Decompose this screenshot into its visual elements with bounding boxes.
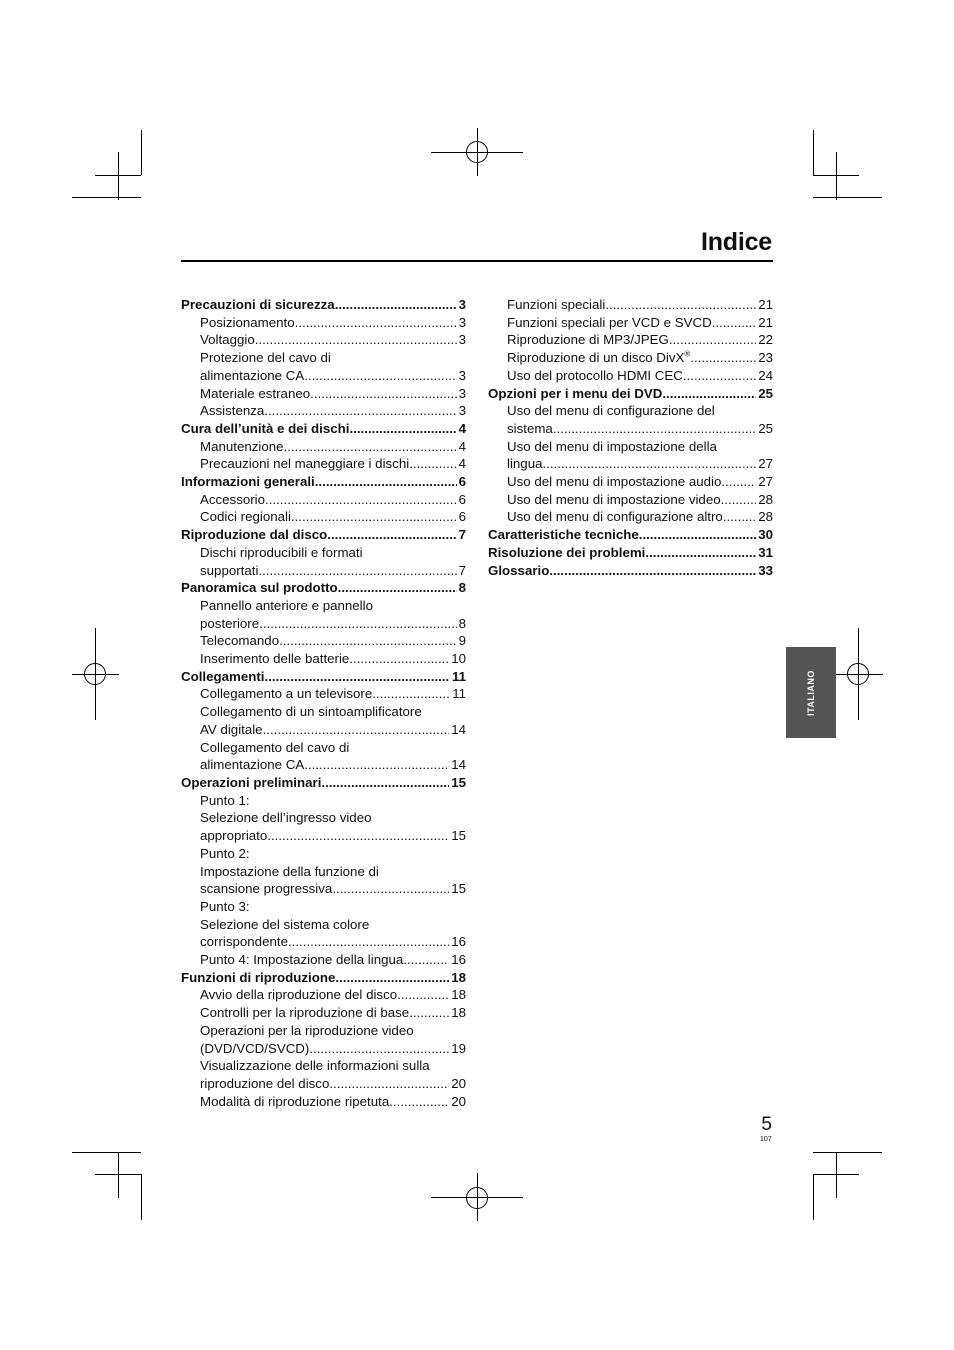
toc-entry-title-text: Uso del protocollo HDMI CEC — [507, 367, 683, 383]
toc-entry-title — [507, 314, 712, 332]
toc-entry-text-line: Visualizzazione delle informazioni sulla — [200, 1058, 430, 1074]
toc-dot-leader — [372, 685, 450, 703]
toc-entry-title-text: supportati — [200, 562, 259, 578]
toc-entry-title-text: Codici regionali — [200, 509, 291, 525]
toc-subsection — [181, 792, 466, 845]
toc-dot-leader — [304, 367, 456, 385]
toc-page-number: 10 — [451, 651, 466, 667]
toc-dot-leader — [321, 774, 449, 792]
toc-dot-leader — [723, 508, 756, 526]
toc-subsection — [488, 367, 773, 385]
toc-dot-leader — [553, 420, 756, 438]
toc-subsection — [488, 473, 773, 491]
toc-section — [488, 526, 773, 544]
toc-dot-leader — [349, 420, 456, 438]
toc-dot-leader — [389, 1093, 449, 1111]
toc-page-number: 18 — [451, 969, 466, 985]
toc-subsection — [181, 438, 466, 456]
toc-subsection — [181, 1022, 466, 1057]
toc-entry-title — [200, 880, 332, 898]
toc-page-number: 16 — [451, 934, 466, 950]
toc-dot-leader — [335, 296, 457, 314]
toc-dot-leader — [332, 880, 449, 898]
toc-dot-leader — [315, 473, 457, 491]
toc-entry-title-text: alimentazione CA — [200, 367, 305, 383]
toc-entry-title-text: Collegamento a un televisore — [200, 686, 373, 702]
toc-page-number: 6 — [458, 474, 466, 490]
toc-entry-title — [507, 508, 723, 526]
toc-subsection — [181, 650, 466, 668]
toc-entry-title-text: Collegamenti — [181, 668, 265, 684]
toc-page-number: 25 — [758, 385, 773, 401]
toc-subsection — [181, 986, 466, 1004]
toc-subsection — [181, 331, 466, 349]
toc-left-column — [181, 296, 466, 1110]
toc-page-number: 31 — [758, 544, 773, 560]
toc-page-number: 3 — [458, 403, 466, 419]
toc-entry-title — [200, 1075, 329, 1093]
toc-entry-title — [200, 562, 258, 580]
toc-dot-leader — [662, 385, 756, 403]
toc-page-number: 7 — [458, 562, 466, 578]
toc-dot-leader — [267, 827, 449, 845]
toc-dot-leader — [327, 526, 456, 544]
toc-dot-leader — [264, 402, 456, 420]
toc-dot-leader — [690, 349, 756, 367]
toc-entry-title — [507, 455, 543, 473]
toc-entry-title-text: Riproduzione di MP3/JPEG — [507, 332, 669, 348]
toc-page-number: 28 — [758, 509, 773, 525]
toc-entry-title — [200, 508, 291, 526]
toc-page-number: 21 — [758, 297, 773, 312]
toc-dot-leader — [295, 314, 457, 332]
toc-dot-leader — [255, 331, 457, 349]
toc-entry-title-text: sistema — [507, 420, 553, 436]
toc-entry-title-text: Operazioni preliminari — [181, 774, 322, 790]
toc-entry-title-text: Materiale estraneo — [200, 385, 311, 401]
toc-entry-text-line: Operazioni per la riproduzione video — [200, 1022, 414, 1038]
toc-page-number: 3 — [458, 332, 466, 348]
toc-page-number: 18 — [451, 1005, 466, 1021]
toc-entry-text-line: Collegamento di un sintoamplificatore — [200, 704, 422, 720]
toc-entry-title-text: Riproduzione di un disco DivX — [507, 350, 685, 366]
toc-dot-leader — [605, 296, 756, 314]
toc-entry-title-text: Avvio della riproduzione del disco — [200, 987, 398, 1003]
toc-section — [181, 668, 466, 686]
toc-dot-leader — [712, 314, 756, 332]
toc-entry-title-text: Funzioni speciali per VCD e SVCD — [507, 314, 712, 330]
toc-entry-title — [181, 296, 335, 314]
toc-page-number: 19 — [451, 1040, 466, 1056]
toc-entry-title — [488, 544, 645, 562]
toc-dot-leader — [645, 544, 756, 562]
page-number: 5 — [761, 1114, 772, 1135]
toc-entry-title — [181, 668, 265, 686]
toc-dot-leader — [349, 650, 449, 668]
toc-dot-leader — [669, 331, 756, 349]
toc-entry-title-text: scansione progressiva — [200, 881, 333, 897]
toc-entry-title — [200, 615, 259, 633]
toc-subsection — [488, 491, 773, 509]
toc-section — [181, 969, 466, 987]
toc-entry-title-text: Panoramica sul prodotto — [181, 580, 338, 596]
toc-section — [181, 774, 466, 792]
toc-entry-title — [200, 367, 304, 385]
toc-dot-leader — [409, 455, 456, 473]
toc-entry-title — [200, 827, 267, 845]
toc-entry-title-text: Risoluzione dei problemi — [488, 544, 646, 560]
toc-section — [488, 562, 773, 580]
toc-subsection — [181, 597, 466, 632]
toc-entry-title — [488, 385, 662, 403]
page-sub-number: 107 — [760, 1136, 772, 1143]
toc-entry-title-text: Riproduzione dal disco — [181, 527, 328, 543]
toc-entry-title — [200, 951, 403, 969]
toc-page-number: 4 — [458, 420, 466, 436]
toc-subsection — [181, 1004, 466, 1022]
language-tab-label: ITALIANO — [806, 669, 816, 716]
toc-entry-title — [200, 385, 310, 403]
toc-subsection — [488, 402, 773, 437]
toc-entry-title-text: Accessorio — [200, 491, 266, 507]
toc-entry-title — [200, 756, 304, 774]
toc-entry-title — [507, 296, 605, 314]
toc-entry-text-line: Selezione del sistema colore — [200, 916, 370, 932]
toc-entry-title-text: Caratteristiche tecniche — [488, 527, 639, 543]
toc-entry-title-text: Punto 4: Impostazione della lingua — [200, 952, 404, 968]
toc-page-number: 25 — [758, 420, 773, 436]
toc-page-number: 11 — [451, 668, 466, 684]
toc-section — [181, 473, 466, 491]
toc-page-number: 15 — [451, 774, 466, 790]
toc-section — [488, 544, 773, 562]
toc-entry-title-text: Opzioni per i menu dei DVD — [488, 385, 663, 401]
toc-entry-title — [488, 526, 639, 544]
toc-entry-text-line: Uso del menu di configurazione del — [507, 403, 715, 419]
toc-entry-title — [200, 1040, 309, 1058]
toc-entry-title-text: AV digitale — [200, 721, 263, 737]
toc-entry-text-line: Pannello anteriore e pannello — [200, 597, 373, 613]
toc-dot-leader — [338, 579, 457, 597]
toc-entry-title — [200, 1004, 409, 1022]
toc-dot-leader — [683, 367, 756, 385]
toc-entry-title-text: Cura dell’unità e dei dischi — [181, 420, 350, 436]
toc-entry-title — [181, 473, 315, 491]
toc-entry-title-text: riproduzione del disco — [200, 1075, 330, 1091]
toc-entry-title — [181, 420, 349, 438]
toc-dot-leader — [310, 385, 456, 403]
toc-subsection — [181, 1093, 466, 1111]
toc-subsection — [488, 508, 773, 526]
toc-dot-leader — [329, 1075, 449, 1093]
toc-entry-title-text: appropriato — [200, 828, 268, 844]
toc-entry-title-text: lingua — [507, 456, 543, 472]
toc-entry-title — [200, 314, 295, 332]
toc-entry-text-line: Punto 2: — [200, 845, 250, 861]
toc-subsection — [488, 314, 773, 332]
toc-entry-text-line: Uso del menu di impostazione della — [507, 438, 717, 454]
toc-dot-leader — [284, 438, 457, 456]
toc-section — [181, 420, 466, 438]
toc-dot-leader — [309, 1040, 449, 1058]
toc-section — [488, 385, 773, 403]
toc-entry-title-text: Assistenza — [200, 403, 265, 419]
toc-page-number: 3 — [458, 385, 466, 401]
toc-entry-title-text: Precauzioni nel maneggiare i dischi — [200, 456, 410, 472]
toc-entry-title-text: Precauzioni di sicurezza — [181, 297, 335, 312]
toc-entry-title-text: Informazioni generali — [181, 474, 315, 490]
toc-entry-title-text: Uso del menu di impostazione audio — [507, 474, 722, 490]
toc-dot-leader — [304, 756, 449, 774]
toc-entry-title — [200, 1093, 389, 1111]
toc-entry-text-line: Protezione del cavo di — [200, 350, 331, 366]
toc-dot-leader — [258, 562, 456, 580]
toc-page-number: 8 — [458, 580, 466, 596]
toc-entry-title-text: posteriore — [200, 615, 260, 631]
toc-dot-leader — [265, 668, 450, 686]
toc-page-number: 4 — [458, 456, 466, 472]
toc-page-number: 30 — [758, 527, 773, 543]
toc-page-number: 3 — [458, 314, 466, 330]
toc-entry-title — [200, 650, 349, 668]
toc-dot-leader — [397, 986, 449, 1004]
toc-entry-title — [200, 685, 372, 703]
toc-page-number: 11 — [452, 686, 466, 702]
toc-section — [181, 579, 466, 597]
toc-dot-leader — [549, 562, 756, 580]
toc-entry-title-text: Funzioni di riproduzione — [181, 969, 336, 985]
toc-right-column — [488, 296, 773, 579]
toc-subsection — [181, 845, 466, 898]
toc-subsection — [488, 349, 773, 367]
toc-page-number: 16 — [451, 952, 466, 968]
toc-page-number: 33 — [758, 562, 773, 578]
toc-entry-title — [200, 331, 255, 349]
toc-page-number: 20 — [451, 1075, 466, 1091]
toc-subsection — [181, 402, 466, 420]
toc-subsection — [181, 739, 466, 774]
title-rule — [181, 260, 773, 262]
toc-subsection — [488, 438, 773, 473]
toc-entry-title — [507, 473, 721, 491]
toc-entry-title-text: Manutenzione — [200, 438, 284, 454]
toc-page-number: 4 — [458, 438, 466, 454]
toc-page-number: 14 — [451, 757, 466, 773]
toc-entry-title-text: Glossario — [488, 562, 550, 578]
toc-entry-title — [200, 402, 264, 420]
toc-section — [181, 526, 466, 544]
toc-dot-leader — [639, 526, 756, 544]
toc-subsection — [181, 349, 466, 384]
toc-page-number: 20 — [451, 1093, 466, 1109]
toc-page-number: 23 — [758, 350, 773, 366]
toc-subsection — [181, 685, 466, 703]
registered-mark: ® — [684, 349, 691, 359]
language-tab — [786, 647, 836, 738]
toc-entry-title-text: (DVD/VCD/SVCD) — [200, 1040, 310, 1056]
toc-subsection — [488, 331, 773, 349]
toc-entry-title — [488, 562, 549, 580]
toc-page-number: 9 — [458, 633, 466, 649]
toc-page-number: 24 — [758, 367, 773, 383]
toc-section — [181, 296, 466, 314]
toc-entry-title-text: Uso del menu di impostazione video — [507, 491, 721, 507]
toc-entry-title — [181, 774, 321, 792]
toc-entry-text-line: Collegamento del cavo di — [200, 739, 350, 755]
toc-entry-text-line: Punto 1: — [200, 792, 250, 808]
toc-entry-title — [200, 933, 288, 951]
toc-entry-title-text: Telecomando — [200, 633, 280, 649]
toc-dot-leader — [409, 1004, 449, 1022]
toc-subsection — [181, 951, 466, 969]
toc-dot-leader — [259, 615, 456, 633]
toc-dot-leader — [721, 491, 757, 509]
toc-entry-title-text: Controlli per la riproduzione di base — [200, 1005, 410, 1021]
toc-entry-title — [181, 969, 335, 987]
toc-dot-leader — [263, 721, 450, 739]
toc-subsection — [181, 898, 466, 951]
toc-entry-text-line: Dischi riproducibili e formati — [200, 544, 363, 560]
toc-entry-title — [200, 986, 397, 1004]
toc-entry-title — [200, 632, 279, 650]
toc-page-number: 14 — [451, 721, 466, 737]
toc-subsection — [488, 296, 773, 314]
toc-page-number: 15 — [451, 881, 466, 897]
toc-subsection — [181, 632, 466, 650]
toc-page-number: 18 — [451, 987, 466, 1003]
toc-page-number: 8 — [458, 615, 466, 631]
toc-page-number: 3 — [458, 297, 466, 312]
toc-subsection — [181, 455, 466, 473]
toc-dot-leader — [403, 951, 449, 969]
toc-entry-title-text: alimentazione CA — [200, 757, 305, 773]
toc-entry-title — [507, 367, 683, 385]
toc-entry-title — [181, 579, 338, 597]
toc-dot-leader — [721, 473, 756, 491]
toc-entry-title-text: corrispondente — [200, 934, 288, 950]
toc-page-number: 21 — [758, 314, 773, 330]
toc-page-number: 15 — [451, 828, 466, 844]
toc-entry-title — [200, 438, 284, 456]
toc-entry-title-text: Posizionamento — [200, 314, 295, 330]
toc-entry-title-text: Uso del menu di configurazione altro — [507, 509, 723, 525]
page-title: Indice — [700, 228, 772, 256]
toc-entry-text-line: Selezione dell’ingresso video — [200, 810, 372, 826]
toc-entry-title-text: Voltaggio — [200, 332, 255, 348]
toc-dot-leader — [288, 933, 449, 951]
toc-subsection — [181, 544, 466, 579]
toc-subsection — [181, 314, 466, 332]
toc-entry-title — [507, 331, 669, 349]
toc-entry-title-text: Inserimento delle batterie — [200, 651, 350, 667]
toc-entry-title — [507, 491, 721, 509]
toc-dot-leader — [335, 969, 449, 987]
toc-entry-text-line: Impostazione della funzione di — [200, 863, 379, 879]
toc-page-number: 27 — [758, 474, 773, 490]
toc-page-number: 6 — [458, 491, 466, 507]
toc-entry-title-text: Funzioni speciali — [507, 297, 606, 312]
toc-dot-leader — [543, 455, 757, 473]
toc-entry-title — [507, 349, 690, 367]
toc-page-number: 3 — [458, 367, 466, 383]
toc-entry-title — [200, 455, 409, 473]
toc-dot-leader — [265, 491, 457, 509]
toc-subsection — [181, 703, 466, 738]
toc-subsection — [181, 385, 466, 403]
toc-entry-title — [507, 420, 553, 438]
toc-subsection — [181, 508, 466, 526]
toc-page-number: 28 — [758, 491, 773, 507]
toc-page-number: 27 — [758, 456, 773, 472]
toc-entry-text-line: Punto 3: — [200, 898, 250, 914]
toc-entry-title — [200, 721, 263, 739]
toc-page-number: 7 — [458, 527, 466, 543]
toc-entry-title — [181, 526, 327, 544]
toc-dot-leader — [291, 508, 457, 526]
toc-subsection — [181, 1057, 466, 1092]
toc-dot-leader — [279, 632, 457, 650]
toc-entry-title — [200, 491, 265, 509]
toc-subsection — [181, 491, 466, 509]
toc-page-number: 22 — [758, 332, 773, 348]
toc-entry-title-text: Modalità di riproduzione ripetuta — [200, 1093, 390, 1109]
toc-page-number: 6 — [458, 509, 466, 525]
